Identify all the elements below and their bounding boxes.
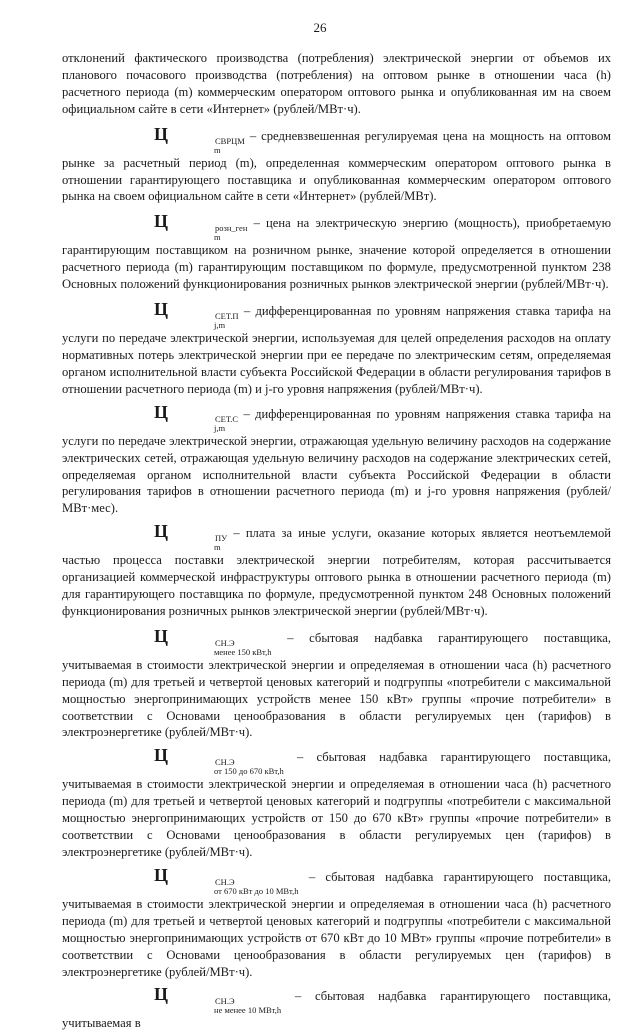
formula-symbol: Ц СН.Э от 150 до 670 кВт,h <box>154 745 284 777</box>
definition-paragraph: Ц СВРЦМ m – средневзвешенная регулируемая цена на мощность на оптовом рынке за расчетный период (m), определенная коммерческим оператором оптового рынка в отношении гарантирующего поставщика и опубликованная коммерческим оператором оптового рынка на своем официальном сайте в сети «Интернет» (рублей/МВт). <box>62 123 611 204</box>
formula-symbol: Ц СВРЦМ m <box>154 123 245 155</box>
page-number: 26 <box>313 20 327 35</box>
formula-symbol: Ц СЕТ.П j,m <box>154 299 239 331</box>
formula-symbol: Ц ПУ m <box>154 521 228 553</box>
document-body <box>62 50 611 1032</box>
formula-symbol: Ц СН.Э менее 150 кВт,h <box>154 625 272 657</box>
formula-symbol: Ц СН.Э от 670 кВт до 10 МВт,h <box>154 864 299 896</box>
formula-symbol: Ц СЕТ.С j,m <box>154 401 239 433</box>
definition-paragraph: Ц ПУ m – плата за иные услуги, оказание которых является неотъемлемой частью процесса поставки электрической энергии потребителям, которая рассчитывается организацией коммерческой инфраструктуры оптового рынка в отношении расчетного периода (m) для гарантирующего поставщика по формуле, предусмотренной пунктом 248 Основных положений функционирования розничных рынков электрической энергии (рублей/МВт·ч). <box>62 521 612 618</box>
definition-paragraph: Ц розн_ген m – цена на электрическую энергию (мощность), приобретаемую гарантирующим поставщиком на розничном рынке, значение которой определяется в отношении расчетного периода (m) гарантирующим поставщиком по формуле, предусмотренной пунктом 238 Основных положений функционирования розничных рынков электрической энергии (рублей/МВт·ч). <box>62 211 611 292</box>
definition-paragraph: Ц СЕТ.С j,m – дифференцированная по уровням напряжения ставка тарифа на услуги по передаче электрической энергии, отражающая удельную величину расходов на содержание электрических сетей, отражающая удельную величину расходов на содержание электрических сетей, определяемая органом исполнительной власти субъекта Российской Федерации в области регулирования тарифов в отношении расчетного периода (m) и j-го уровня напряжения (рублей/МВт·мес). <box>62 401 611 516</box>
definition-paragraph: Ц СН.Э менее 150 кВт,h – сбытовая надбавка гарантирующего поставщика, учитываемая в стоимости электрической энергии и определяемая в отношении часа (h) расчетного периода (m) для третьей и четвертой ценовых категорий и подгруппы «потребители с максимальной мощностью энергопринимающих устройств менее 150 кВт» группы «прочие потребители» в соответствии с Основами ценообразования в области регулируемых цен (тарифов) в электроэнергетике (рублей/МВт·ч). <box>62 625 612 740</box>
formula-symbol: Ц розн_ген m <box>154 211 248 243</box>
definition-paragraph: Ц СН.Э от 670 кВт до 10 МВт,h – сбытовая надбавка гарантирующего поставщика, учитываемая в стоимости электрической энергии и определяемая в отношении часа (h) расчетного периода (m) для третьей и четвертой ценовых категорий и подгруппы «потребители с максимальной мощностью энергопринимающих устройств от 670 кВт до 10 МВт» группы «прочие потребители» в соответствии с Основами ценообразования в области регулируемых цен (тарифов) в электроэнергетике (рублей/МВт·ч). <box>62 864 612 979</box>
paragraph-continuation: отклонений фактического производства (потребления) электрической энергии от объемов их планового почасового производства (потребления) на оптовом рынке в отношении часа (h) расчетного периода (m) коммерческим оператором оптового рынка и опубликованная им на своем официальном сайте в сети «Интернет» (рублей/МВт·ч). <box>62 51 611 116</box>
definition-paragraph: Ц СЕТ.П j,m – дифференцированная по уровням напряжения ставка тарифа на услуги по передаче электрической энергии, используемая для целей определения расходов на оплату нормативных потерь электрической энергии при ее передаче по электрическим сетям, определяемая органом исполнительной власти субъекта Российской Федерации в области регулирования тарифов в отношении расчетного периода (m) и j-го уровня напряжения (рублей/МВт·ч). <box>62 299 611 396</box>
formula-symbol: Ц СН.Э не менее 10 МВт,h <box>154 984 282 1016</box>
definition-paragraph: Ц СН.Э от 150 до 670 кВт,h – сбытовая надбавка гарантирующего поставщика, учитываемая в стоимости электрической энергии и определяемая в отношении часа (h) расчетного периода (m) для третьей и четвертой ценовых категорий и подгруппы «потребители с максимальной мощностью энергопринимающих устройств от 150 до 670 кВт» группы «прочие потребители» в соответствии с Основами ценообразования в области регулируемых цен (тарифов) в электроэнергетике (рублей/МВт·ч). <box>62 745 612 859</box>
definition-paragraph: Ц СН.Э не менее 10 МВт,h – сбытовая надбавка гарантирующего поставщика, учитываемая в <box>62 984 611 1031</box>
